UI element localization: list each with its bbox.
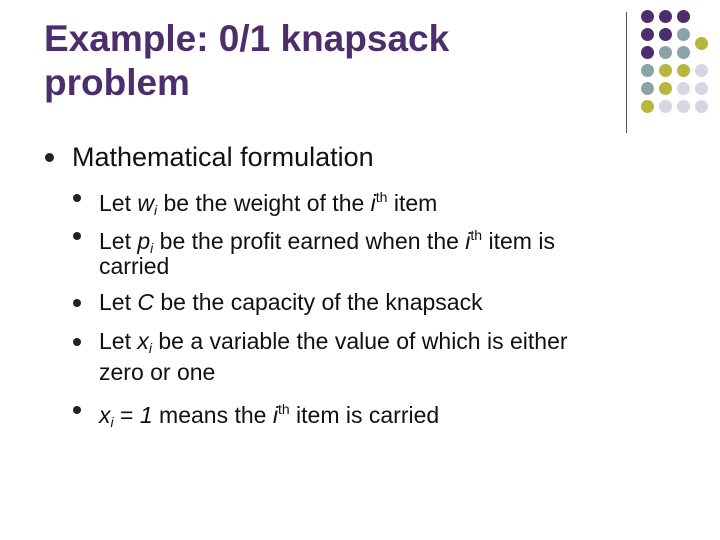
bullet-carried bbox=[99, 394, 439, 438]
slide-title bbox=[44, 17, 604, 105]
dot-teal bbox=[677, 46, 690, 59]
bullet-icon bbox=[73, 232, 81, 240]
dot-lavender bbox=[659, 100, 672, 113]
dot-teal bbox=[677, 28, 690, 41]
bullet-ital: i bbox=[272, 402, 278, 428]
dot-olive bbox=[659, 82, 672, 95]
bullet-sub: i bbox=[148, 340, 152, 356]
bullet-icon bbox=[73, 406, 81, 414]
dot-lavender bbox=[677, 100, 690, 113]
bullet-icon bbox=[73, 194, 81, 202]
title-divider bbox=[626, 12, 627, 133]
title-line-1: Example: 0/1 knapsack bbox=[44, 18, 450, 59]
bullet-text-prefix: Let bbox=[99, 228, 138, 254]
bullet-sup: th bbox=[470, 227, 483, 243]
bullet-sub: i bbox=[154, 202, 158, 218]
bullet-sup: th bbox=[375, 189, 388, 205]
bullet-text-prefix: Let bbox=[99, 328, 138, 354]
dot-olive bbox=[659, 64, 672, 77]
bullet-var: w bbox=[137, 190, 154, 216]
dot-purple bbox=[677, 10, 690, 23]
dot-lavender bbox=[695, 64, 708, 77]
dot-purple bbox=[641, 46, 654, 59]
bullet-var: x bbox=[137, 328, 149, 354]
dot-teal bbox=[641, 82, 654, 95]
bullet-var: C bbox=[137, 289, 154, 315]
bullet-sub: i bbox=[150, 240, 154, 256]
bullet-var: x bbox=[99, 402, 111, 428]
dot-purple bbox=[659, 10, 672, 23]
bullet-text-suffix: item is bbox=[482, 228, 555, 254]
bullet-text-suffix: be a variable the value of which is either bbox=[152, 328, 568, 354]
dot-teal bbox=[659, 46, 672, 59]
title-line-2: problem bbox=[44, 62, 190, 103]
dot-purple bbox=[659, 28, 672, 41]
bullet-ital: i bbox=[465, 228, 471, 254]
bullet-variable-line2: zero or one bbox=[99, 359, 216, 385]
bullet-text-mid: = bbox=[113, 402, 140, 428]
dot-olive bbox=[677, 64, 690, 77]
bullet-text-prefix: Let bbox=[99, 289, 138, 315]
dot-olive bbox=[695, 37, 708, 50]
bullet-capacity bbox=[99, 287, 483, 318]
bullet-text-mid: be the weight of the bbox=[157, 190, 371, 216]
dot-teal bbox=[641, 64, 654, 77]
bullet-text-suffix: item bbox=[387, 190, 438, 216]
dot-olive bbox=[641, 100, 654, 113]
bullet-icon bbox=[73, 338, 81, 346]
bullet-ital-num: 1 bbox=[139, 402, 153, 428]
bullet-var: p bbox=[137, 228, 151, 254]
bullet-text-suffix: be the capacity of the knapsack bbox=[154, 289, 483, 315]
bullet-sup: th bbox=[277, 401, 290, 417]
bullet-icon bbox=[73, 299, 81, 307]
bullet-text-mid: be the profit earned when the bbox=[153, 228, 466, 254]
bullet-text-mid2: means the bbox=[152, 402, 273, 428]
bullet-profit-line2: carried bbox=[99, 253, 170, 279]
bullet-main-text: Mathematical formulation bbox=[72, 142, 374, 172]
bullet-sub: i bbox=[110, 414, 114, 430]
bullet-text-prefix: Let bbox=[99, 190, 138, 216]
dot-lavender bbox=[695, 100, 708, 113]
bullet-text-suffix: item is carried bbox=[289, 402, 440, 428]
dot-purple bbox=[641, 10, 654, 23]
bullet-ital: i bbox=[370, 190, 376, 216]
dot-lavender bbox=[695, 82, 708, 95]
dot-lavender bbox=[677, 82, 690, 95]
dot-purple bbox=[641, 28, 654, 41]
bullet-icon bbox=[45, 153, 54, 162]
